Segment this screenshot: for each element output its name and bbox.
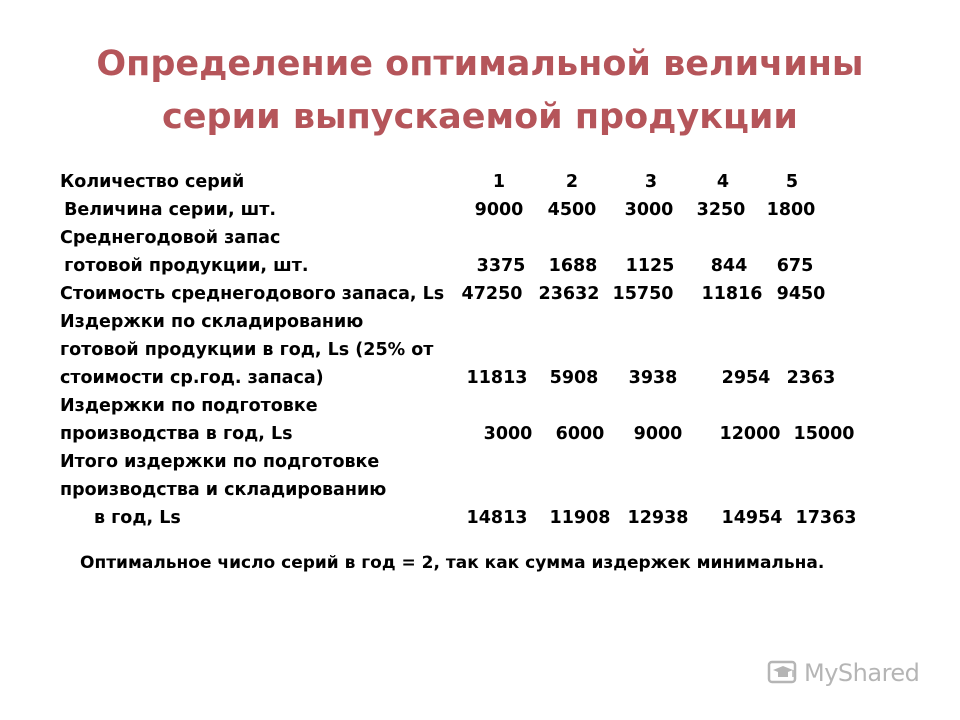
cell-value: 9000: [633, 424, 683, 444]
cell-value: 1688: [548, 256, 598, 276]
watermark-logo: [766, 655, 919, 691]
cell-value: 12000: [719, 424, 781, 444]
row-label: Издержки по складированию: [60, 312, 364, 332]
watermark-text: MyShared: [804, 659, 920, 687]
table-row: [0, 224, 960, 252]
cell-value: 675: [776, 256, 814, 276]
cell-value: 14813: [466, 508, 528, 528]
cell-value: 11908: [549, 508, 611, 528]
cell-value: 23632: [538, 284, 600, 304]
cell-value: 14954: [721, 508, 783, 528]
table-row: [0, 280, 960, 308]
table-row: [0, 392, 960, 420]
cell-value: 2954: [721, 368, 771, 388]
cell-value: 3250: [696, 200, 746, 220]
slide-title-line-1: Определение оптимальной величины: [96, 44, 864, 84]
cell-value: 17363: [795, 508, 857, 528]
row-label: в год, Ls: [94, 508, 181, 528]
row-label: готовой продукции, шт.: [58, 256, 309, 276]
table-row: [0, 336, 960, 364]
cell-value: 1125: [625, 256, 675, 276]
cell-value: 3: [644, 172, 658, 192]
cell-value: 11813: [466, 368, 528, 388]
cost-table: [0, 168, 960, 528]
table-row: [0, 168, 960, 196]
cell-value: 844: [710, 256, 748, 276]
row-label: стоимости ср.год. запаса): [60, 368, 324, 388]
row-label: Среднегодовой запас: [60, 228, 281, 248]
conclusion-text: Оптимальное число серий в год = 2, так как сумма издержек минимальна.: [80, 553, 825, 573]
cell-value: 2363: [786, 368, 836, 388]
row-label: Издержки по подготовке: [60, 396, 318, 416]
slide-title: [0, 38, 960, 144]
row-label: производства в год, Ls: [60, 424, 293, 444]
cell-value: 9000: [474, 200, 524, 220]
cell-value: 5: [785, 172, 799, 192]
cell-value: 3000: [483, 424, 533, 444]
cell-value: 47250: [461, 284, 523, 304]
cell-value: 1: [492, 172, 506, 192]
table-row: [0, 420, 960, 448]
cell-value: 4: [716, 172, 730, 192]
cell-value: 2: [565, 172, 579, 192]
cell-value: 9450: [776, 284, 826, 304]
table-row: [0, 448, 960, 476]
row-label: Величина серии, шт.: [58, 200, 277, 220]
cell-value: 11816: [701, 284, 763, 304]
cell-value: 3000: [624, 200, 674, 220]
cell-value: 6000: [555, 424, 605, 444]
table-row: [0, 504, 960, 532]
cell-value: 3938: [628, 368, 678, 388]
table-row: [0, 196, 960, 224]
mortarboard-icon: [766, 658, 800, 688]
table-row: [0, 476, 960, 504]
slide-title-line-2: серии выпускаемой продукции: [162, 97, 798, 137]
row-label: производства и складированию: [60, 480, 387, 500]
cell-value: 15000: [793, 424, 855, 444]
row-label: Количество серий: [60, 172, 245, 192]
row-label: Стоимость среднегодового запаса, Ls: [60, 284, 445, 304]
row-label: Итого издержки по подготовке: [60, 452, 380, 472]
table-row: [0, 364, 960, 392]
row-label: готовой продукции в год, Ls (25% от: [60, 340, 434, 360]
cell-value: 4500: [547, 200, 597, 220]
cell-value: 5908: [549, 368, 599, 388]
cell-value: 1800: [766, 200, 816, 220]
cell-value: 12938: [627, 508, 689, 528]
table-row: [0, 252, 960, 280]
cell-value: 15750: [612, 284, 674, 304]
cell-value: 3375: [476, 256, 526, 276]
table-row: [0, 308, 960, 336]
